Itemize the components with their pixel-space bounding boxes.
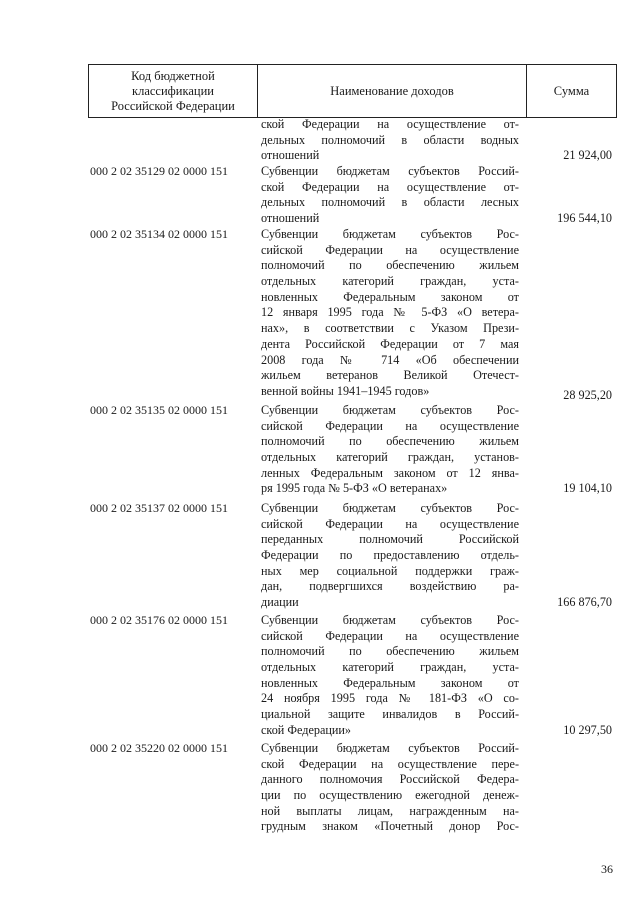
name-line: 2008 года № 714 «Об обеспечении (261, 352, 519, 367)
page-number: 36 (601, 862, 613, 876)
header-sum-column: Сумма (553, 83, 590, 98)
row-name (261, 613, 519, 739)
name-line: жильем ветеранов Великой Отечест- (261, 368, 519, 383)
row-sum: 21 924,00 (563, 148, 612, 162)
row-sum: 28 925,20 (563, 388, 612, 402)
name-line: переданных полномочий Российской (261, 532, 519, 547)
row-code: 000 2 02 35129 02 0000 151 (90, 164, 228, 178)
name-line: ской Федерации на осуществление пере- (261, 756, 519, 771)
name-line: ской Федерации на осуществление от- (261, 179, 519, 194)
name-line: Федерации по предоставлению отдель- (261, 548, 519, 563)
name-line: ции по осуществлению ежегодной денеж- (261, 788, 519, 803)
name-line: данного полномочия Российской Федера- (261, 772, 519, 787)
name-line: Субвенции бюджетам субъектов Рос- (261, 613, 519, 627)
name-line: диации (261, 595, 299, 610)
name-line: отношений (261, 211, 320, 226)
header-code-column: Код бюджетной классификации Российской Федерации (89, 65, 258, 117)
name-line: дента Российской Федерации от 7 мая (261, 336, 519, 351)
row-name (261, 403, 519, 497)
name-line: сийской Федерации на осуществление (261, 628, 519, 643)
name-line: отдельных категорий граждан, уста- (261, 274, 519, 289)
name-line: сийской Федерации на осуществление (261, 418, 519, 433)
name-line: ной выплаты лицам, награжденным на- (261, 803, 519, 818)
name-line: дельных полномочий в области водных (261, 132, 519, 147)
name-line: отдельных категорий граждан, уста- (261, 660, 519, 675)
name-line: полномочий по обеспечению жильем (261, 644, 519, 659)
name-line: Субвенции бюджетам субъектов Рос- (261, 501, 519, 515)
name-line: грудным знаком «Почетный донор Рос- (261, 819, 519, 834)
name-line: Субвенции бюджетам субъектов Рос- (261, 403, 519, 417)
row-name (261, 164, 519, 227)
row-sum: 196 544,10 (557, 211, 612, 225)
row-name (261, 117, 519, 164)
name-line: Субвенции бюджетам субъектов Рос- (261, 227, 519, 241)
name-line: отношений (261, 148, 320, 163)
row-name (261, 227, 519, 400)
name-line: отдельных категорий граждан, установ- (261, 450, 519, 465)
name-line: циальной защите инвалидов в Россий- (261, 707, 519, 722)
name-line: дан, подвергшихся воздействию ра- (261, 579, 519, 594)
row-code: 000 2 02 35176 02 0000 151 (90, 613, 228, 627)
row-sum: 19 104,10 (563, 481, 612, 495)
row-code: 000 2 02 35135 02 0000 151 (90, 403, 228, 417)
name-line: нах», в соответствии с Указом Прези- (261, 321, 519, 336)
row-code: 000 2 02 35220 02 0000 151 (90, 741, 228, 755)
name-line: 24 ноября 1995 года № 181-ФЗ «О со- (261, 691, 519, 706)
name-line: новленных Федеральным законом от (261, 289, 519, 304)
name-line: сийской Федерации на осуществление (261, 242, 519, 257)
name-line: дельных полномочий в области лесных (261, 195, 519, 210)
row-code: 000 2 02 35134 02 0000 151 (90, 227, 228, 241)
row-sum: 166 876,70 (557, 595, 612, 609)
name-line: Субвенции бюджетам субъектов Россий- (261, 741, 519, 755)
table-header (88, 64, 617, 118)
name-line: ской Федерации на осуществление от- (261, 117, 519, 131)
header-name-column: Наименование доходов (258, 65, 527, 117)
name-line: ных мер социальной поддержки граж- (261, 563, 519, 578)
name-line: новленных Федеральным законом от (261, 675, 519, 690)
name-line: Субвенции бюджетам субъектов Россий- (261, 164, 519, 178)
name-line: полномочий по обеспечению жильем (261, 434, 519, 449)
row-name (261, 501, 519, 611)
row-sum: 10 297,50 (563, 723, 612, 737)
name-line: 12 января 1995 года № 5-ФЗ «О ветера- (261, 305, 519, 320)
row-code: 000 2 02 35137 02 0000 151 (90, 501, 228, 515)
name-line: ской Федерации» (261, 722, 352, 737)
name-line: сийской Федерации на осуществление (261, 516, 519, 531)
name-line: ря 1995 года № 5-ФЗ «О ветеранах» (261, 481, 448, 496)
row-name (261, 741, 519, 835)
name-line: венной войны 1941–1945 годов» (261, 383, 430, 398)
name-line: ленных Федеральным законом от 12 янва- (261, 465, 519, 480)
name-line: полномочий по обеспечению жильем (261, 258, 519, 273)
